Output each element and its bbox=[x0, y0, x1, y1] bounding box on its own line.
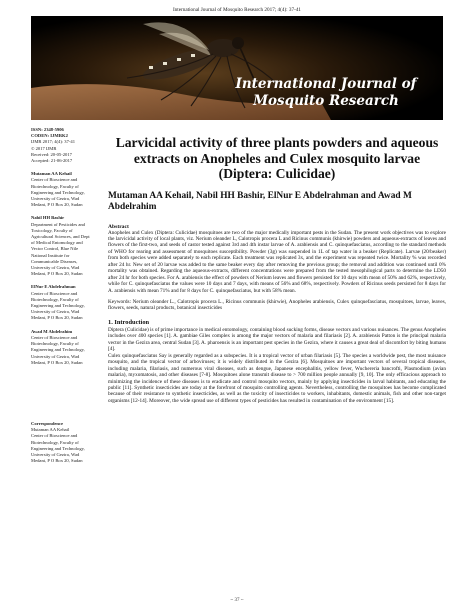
article-title: Larvicidal activity of three plants powders and aqueous extracts on Anopheles and Culex mosquito larvae (Diptera: Culicidae) bbox=[115, 135, 439, 181]
affiliation-line: Medani, P O Box 20, Sudan bbox=[31, 202, 83, 208]
affiliation-line: Communicable Diseases, bbox=[31, 258, 78, 264]
affiliation-line: Center of Bioscience and bbox=[31, 334, 78, 340]
correspondence-line: Engineering and Technology, bbox=[31, 445, 85, 451]
affiliation-line: Center of Bioscience and bbox=[31, 177, 78, 183]
journal-citation: International Journal of Mosquito Research 2017; 4(4): 37-41 bbox=[172, 7, 302, 13]
affiliation-block bbox=[31, 215, 101, 277]
correspondence-name: Mutaman AA Kehail bbox=[31, 427, 70, 433]
affiliation-line: Biotechnology, Faculty of bbox=[31, 183, 79, 189]
introduction-heading: 1. Introduction bbox=[108, 318, 150, 326]
affiliation-block bbox=[31, 284, 101, 321]
coden: CODEN: IJMRK2 bbox=[31, 133, 68, 139]
affiliation-name: Mutaman AA Kehail bbox=[31, 171, 72, 177]
article-metadata bbox=[31, 127, 101, 164]
affiliation-line: Biotechnology, Faculty of bbox=[31, 296, 79, 302]
affiliation-line: Toxicology, Faculty of bbox=[31, 227, 73, 233]
copyright: © 2017 IJMR bbox=[31, 145, 57, 151]
affiliation-line: Department of Pesticides and bbox=[31, 221, 85, 227]
affiliation-line: of Medical Entomology and bbox=[31, 240, 83, 246]
affiliation-line: Engineering and Technology, bbox=[31, 347, 85, 353]
correspondence-label: Correspondence bbox=[31, 420, 64, 426]
article-sidebar bbox=[31, 127, 101, 471]
affiliation-line: Vector Control, Blue Nile bbox=[31, 246, 79, 252]
page-number: ~ 37 ~ bbox=[230, 598, 244, 603]
introduction-paragraph: Culex quinquefasciatus Say is generally regarded as a subspecies. It is a tropical vector of urban filariasis [5]. The species a worldwide pest, the most nuisance mosquito, and the tropical vector of arboviruses; it is widely distributed in the Gezira [6]. Mosquitoes are important vectors of several tropical diseases, including malaria, filariasis, and numerous viral diseases, such as dengue, Japanese encephalitis, yellow fever, Wuchereria bancrofti, Plasmodium (avian malaria), myxomatosis, and other diseases [7-8]. Mosquitoes alone transmit disease to > 700 million people annually [9, 10]. The only efficacious approach to minimizing the incidence of these diseases is to eradicate and control mosquito vectors, mainly by applying insecticides in larval habitants, and educating the public [11]. Synthetic insecticides are today at the forefront of mosquito controlling agents. Nevertheless, controlling the mosquitoes has become complicated because of their resistance to synthetic insecticides, as well as the toxicity of insecticides to workers, inhabitants, domestic animals, fish and other non-target organisms [12-14]. Moreover, the wide spread use of different types of pesticides has resulted in contamination of the environment [15]. bbox=[108, 352, 446, 404]
introduction-paragraph: Diptera (Culicidae) is of prime importance in medical entomology, containing blood sucking forms, disease vectors and various nuisances. The genus Anopheles includes over 400 species [1]. A. gambiae Giles complex is among the major vectors of malaria and filariasis [2]. A. arabiensis Patton is the principal malaria vector in the Gezira area, central Sudan [3]. A. pharoensis is an important pest species in the Gezira, where it causes a great deal of discomfort by biting humans [4]. bbox=[108, 326, 446, 353]
affiliation-line: Agricultural Sciences, and Dept bbox=[31, 234, 90, 240]
correspondence-line: University of Gezira, Wad bbox=[31, 451, 80, 457]
affiliation-name: Awad M Abdelrahim bbox=[31, 328, 73, 334]
correspondence-line: Medani, P O Box 20, Sudan bbox=[31, 458, 83, 464]
affiliation-block bbox=[31, 329, 101, 366]
journal-banner bbox=[31, 16, 443, 120]
affiliation-line: National Institute for bbox=[31, 252, 70, 258]
affiliation-line: University of Gezira, Wad bbox=[31, 265, 80, 271]
affiliation-line: University of Gezira, Wad bbox=[31, 196, 80, 202]
received-date: Received: 20-05-2017 bbox=[31, 151, 72, 157]
affiliation-line: Medani, P O Box 20, Sudan bbox=[31, 315, 83, 321]
issue-ref: IJMR 2017; 4(4): 37-41 bbox=[31, 139, 76, 145]
affiliation-line: Center of Bioscience and bbox=[31, 290, 78, 296]
banner-title bbox=[231, 76, 421, 110]
accepted-date: Accepted: 21-06-2017 bbox=[31, 158, 73, 164]
correspondence-block bbox=[31, 421, 101, 464]
abstract-text: Anopheles and Culex (Diptera: Culicidae) mosquitoes are two of the major medically important pests in the Sudan. The present work objectives was to explore the larvicidal activity of local plants, viz. Nerium oleander L, Calotropis procera L and Ricinus communis (khirwie) powders and aqueous-extracts of leaves and flowers of the first-two, and seeds of castor tested against 3rd and 4th instar larvae of A. arabiensis and C. quinquefasciatus, according to the standard methods of WHO for rearing and assessment of mosquitoes susceptibility. Powder (3g) was suspended in 1L of tap water in a beaker (Replicate). Larvae (20/beaker) from both species were added separately to each replicate. Each treatment was replicated 3x, and the experiment was repeated twice. Mortality % was recorded after 24 hr. New set of 20 larvae was added to the same beaker every day after removing the previous group; the removal and addition was continued until 0% mortality was obtained. Regarding the aqueous-extracts, different concentrations were prepared from the tested mesophilogical parts to determine the LD50 after 24 hr for both species. For A. arabiensis the effect of powders of Nerium leaves and flowers persisted for 10 days with mean of 50% and 62%, respectively, while for C. quinquefasciatus the values were 10 days and 7 days, with means of 56% and 68%, respectively. Powders of Ricinus seeds persisted for 8 days for A. arabiensis with mean 71% and for 8 days for C. quinquefasciatus, but with 58% mean. bbox=[108, 229, 446, 294]
affiliation-line: Biotechnology, Faculty of bbox=[31, 341, 79, 347]
article-authors: Mutaman AA Kehail, Nabil HH Bashir, ElNur E Abdelrahman and Awad M Abdelrahim bbox=[108, 190, 412, 212]
banner-title-line2: Mosquito Research bbox=[253, 93, 399, 109]
article-body bbox=[108, 127, 446, 404]
issn: ISSN: 2348-5906 bbox=[31, 127, 64, 132]
affiliation-line: University of Gezira, Wad bbox=[31, 309, 80, 315]
affiliation-name: ElNur E Abdelrahman bbox=[31, 284, 76, 290]
affiliation-block bbox=[31, 171, 101, 208]
affiliation-line: Medani, P O Box 20, Sudan bbox=[31, 359, 83, 365]
banner-title-line1: International Journal of bbox=[235, 76, 417, 92]
abstract-heading: Abstract bbox=[108, 223, 129, 230]
affiliation-line: University of Gezira, Wad bbox=[31, 353, 80, 359]
correspondence-line: Center of Bioscience and bbox=[31, 433, 78, 439]
affiliation-line: Engineering and Technology, bbox=[31, 189, 85, 195]
affiliation-line: Engineering and Technology, bbox=[31, 303, 85, 309]
keywords: Keywords: Nerium oleander L., Calotropis procera L., Ricinus communis (khirwie), Anopheles arabiensis, Culex quinquefasciatus, mosquitoes, larvae, leaves, flowers, seeds, natural products, botanical insecticides bbox=[108, 299, 446, 312]
correspondence-line: Biotechnology, Faculty of bbox=[31, 439, 79, 445]
affiliation-name: Nabil HH Bashir bbox=[31, 215, 65, 221]
affiliation-line: Medani, P O Box 20, Sudan bbox=[31, 271, 83, 277]
